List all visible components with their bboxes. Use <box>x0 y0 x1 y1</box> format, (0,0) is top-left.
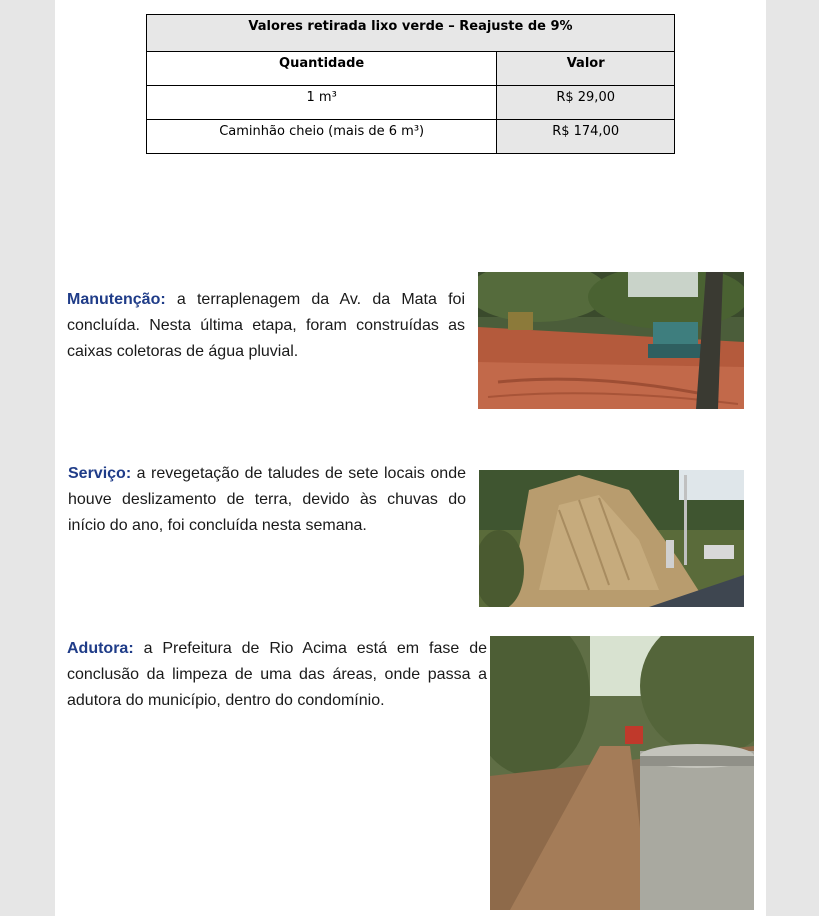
quantity-cell: 1 m³ <box>147 86 497 120</box>
table-caption: Valores retirada lixo verde – Reajuste de 9% <box>147 15 675 52</box>
article-text <box>68 461 466 539</box>
article-body: a terraplenagem da Av. da Mata foi concluída. Nesta última etapa, foram construídas as caixas coletoras de água pluvial. <box>67 291 465 360</box>
article-body: a revegetação de taludes de sete locais onde houve deslizamento de terra, devido às chuvas do início do ano, foi concluída nesta semana. <box>68 465 466 534</box>
article-body: a Prefeitura de Rio Acima está em fase de conclusão da limpeza de uma das áreas, onde passa a adutora do município, dentro do condomínio. <box>67 640 487 709</box>
table-row <box>147 120 675 154</box>
column-header-quantity: Quantidade <box>147 52 497 86</box>
article-lead: Serviço: <box>68 465 132 482</box>
article-text <box>67 636 487 714</box>
green-waste-price-table <box>146 14 675 154</box>
document-page <box>55 0 766 916</box>
road-construction-photo <box>478 272 744 409</box>
value-cell: R$ 29,00 <box>497 86 675 120</box>
table-row <box>147 86 675 120</box>
slope-revegetation-photo <box>479 470 744 607</box>
article-water-main <box>67 636 487 714</box>
column-header-value: Valor <box>497 52 675 86</box>
article-maintenance <box>67 287 465 365</box>
quantity-cell: Caminhão cheio (mais de 6 m³) <box>147 120 497 154</box>
article-lead: Adutora: <box>67 640 134 657</box>
article-lead: Manutenção: <box>67 291 166 308</box>
value-cell: R$ 174,00 <box>497 120 675 154</box>
article-service <box>68 461 466 539</box>
article-text <box>67 287 465 365</box>
water-main-clearing-photo <box>490 636 754 910</box>
